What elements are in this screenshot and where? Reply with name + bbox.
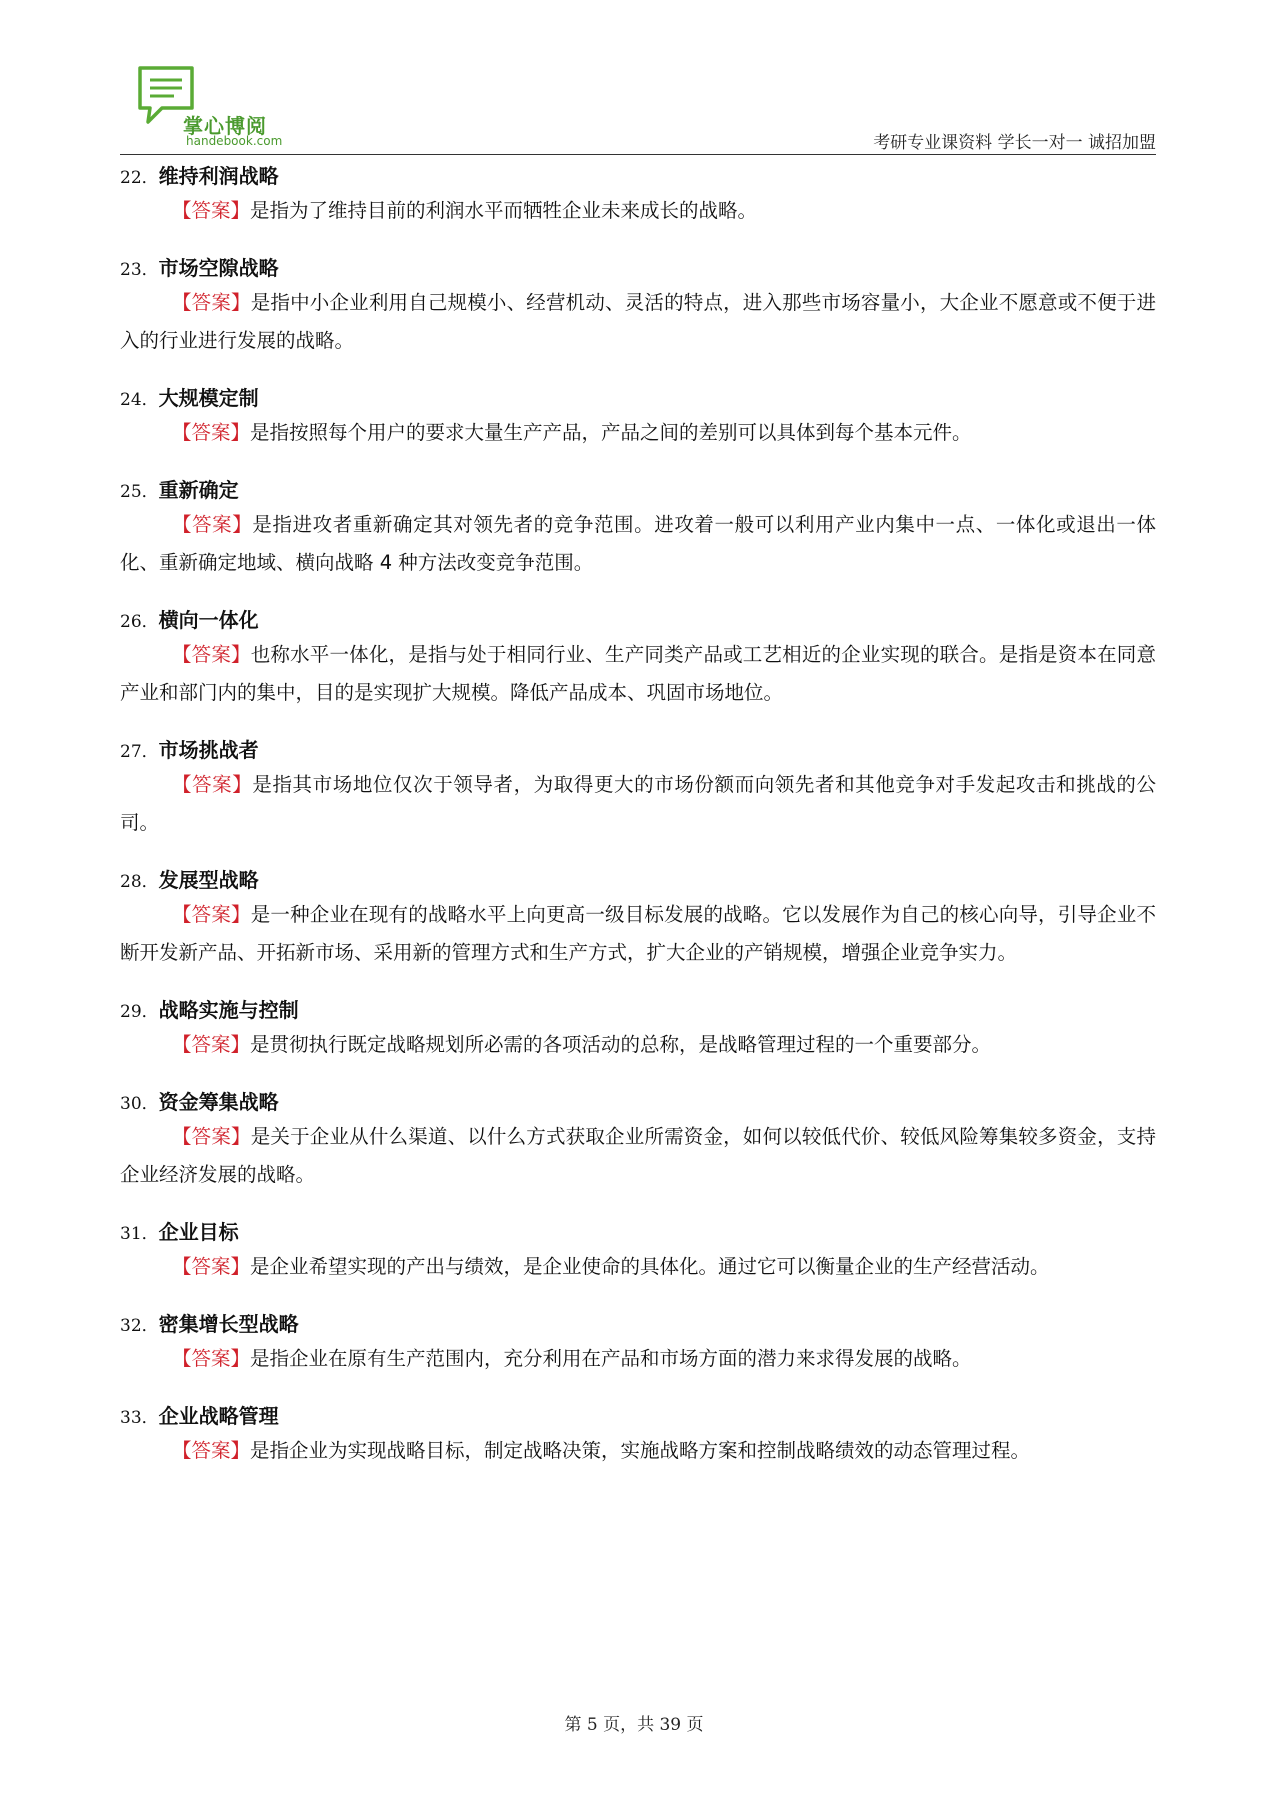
entry-answer: [120, 896, 1156, 972]
entry-term: 发展型战略: [158, 868, 259, 892]
answer-text: 是指其市场地位仅次于领导者，为取得更大的市场份额而向领先者和其他竞争对手发起攻击和挑战的公司。: [120, 773, 1156, 834]
entry-term: 横向一体化: [158, 608, 259, 632]
entry-number: 32．: [120, 1316, 159, 1336]
answer-tag: 【答案】: [172, 421, 251, 444]
answer-text: 是指企业为实现战略目标，制定战略决策，实施战略方案和控制战略绩效的动态管理过程。: [250, 1439, 1031, 1462]
answer-tag: 【答案】: [172, 199, 251, 222]
answer-tag: 【答案】: [172, 1255, 251, 1278]
entry-answer: [120, 284, 1156, 360]
answer-text: 是指企业在原有生产范围内，充分利用在产品和市场方面的潜力来求得发展的战略。: [250, 1347, 972, 1370]
entry-term: 密集增长型战略: [158, 1312, 299, 1336]
answer-tag: 【答案】: [172, 1125, 251, 1148]
glossary-list: [120, 160, 1156, 1492]
entry-heading: [120, 994, 1156, 1026]
entry-answer: [120, 414, 1156, 452]
answer-tag: 【答案】: [172, 1033, 251, 1056]
glossary-entry: [120, 382, 1156, 452]
entry-term: 企业战略管理: [158, 1404, 279, 1428]
entry-heading: [120, 1400, 1156, 1432]
answer-text: 是指为了维持目前的利润水平而牺牲企业未来成长的战略。: [250, 199, 758, 222]
answer-tag: 【答案】: [172, 643, 251, 666]
logo-text-en: handebook.com: [186, 134, 283, 148]
answer-tag: 【答案】: [172, 773, 253, 796]
answer-text: 是贯彻执行既定战略规划所必需的各项活动的总称，是战略管理过程的一个重要部分。: [250, 1033, 992, 1056]
answer-tag: 【答案】: [172, 1439, 251, 1462]
entry-term: 市场挑战者: [158, 738, 259, 762]
entry-number: 31．: [120, 1224, 159, 1244]
entry-heading: [120, 1086, 1156, 1118]
answer-text: 是指按照每个用户的要求大量生产产品，产品之间的差别可以具体到每个基本元件。: [250, 421, 972, 444]
glossary-entry: [120, 994, 1156, 1064]
header-divider: [120, 154, 1156, 155]
entry-term: 企业目标: [158, 1220, 239, 1244]
entry-answer: [120, 506, 1156, 582]
glossary-entry: [120, 1400, 1156, 1470]
answer-tag: 【答案】: [172, 1347, 251, 1370]
entry-heading: [120, 382, 1156, 414]
entry-term: 战略实施与控制: [158, 998, 299, 1022]
entry-answer: [120, 1248, 1156, 1286]
entry-number: 22．: [120, 168, 159, 188]
glossary-entry: [120, 1216, 1156, 1286]
entry-answer: [120, 1026, 1156, 1064]
entry-term: 资金筹集战略: [158, 1090, 279, 1114]
entry-number: 28．: [120, 872, 159, 892]
entry-heading: [120, 252, 1156, 284]
glossary-entry: [120, 160, 1156, 230]
entry-number: 23．: [120, 260, 159, 280]
entry-number: 33．: [120, 1408, 159, 1428]
entry-answer: [120, 1432, 1156, 1470]
entry-number: 25．: [120, 482, 159, 502]
logo-text-cn: 掌心博阅: [183, 114, 267, 138]
glossary-entry: [120, 1308, 1156, 1378]
entry-number: 30．: [120, 1094, 159, 1114]
entry-heading: [120, 160, 1156, 192]
entry-answer: [120, 192, 1156, 230]
glossary-entry: [120, 864, 1156, 972]
answer-tag: 【答案】: [172, 513, 253, 536]
glossary-entry: [120, 474, 1156, 582]
glossary-entry: [120, 604, 1156, 712]
entry-answer: [120, 1340, 1156, 1378]
answer-text: 也称水平一体化，是指与处于相同行业、生产同类产品或工艺相近的企业实现的联合。是指是资本在同意产业和部门内的集中，目的是实现扩大规模。降低产品成本、巩固市场地位。: [120, 643, 1156, 704]
glossary-entry: [120, 734, 1156, 842]
entry-term: 市场空隙战略: [158, 256, 279, 280]
answer-text: 是指进攻者重新确定其对领先者的竞争范围。进攻着一般可以利用产业内集中一点、一体化或退出一体化、重新确定地域、横向战略 4 种方法改变竞争范围。: [120, 513, 1156, 574]
entry-heading: [120, 864, 1156, 896]
page-number-footer: 第 5 页，共 39 页: [564, 1715, 704, 1735]
entry-heading: [120, 604, 1156, 636]
entry-answer: [120, 636, 1156, 712]
entry-term: 大规模定制: [158, 386, 259, 410]
answer-text: 是一种企业在现有的战略水平上向更高一级目标发展的战略。它以发展作为自己的核心向导，引导企业不断开发新产品、开拓新市场、采用新的管理方式和生产方式，扩大企业的产销规模，增强企业竞争实力。: [120, 903, 1156, 964]
entry-number: 29．: [120, 1002, 159, 1022]
site-logo[interactable]: [136, 64, 286, 150]
answer-text: 是关于企业从什么渠道、以什么方式获取企业所需资金，如何以较低代价、较低风险筹集较多资金，支持企业经济发展的战略。: [120, 1125, 1156, 1186]
answer-tag: 【答案】: [172, 291, 251, 314]
answer-tag: 【答案】: [172, 903, 251, 926]
answer-text: 是企业希望实现的产出与绩效，是企业使命的具体化。通过它可以衡量企业的生产经营活动。: [250, 1255, 1050, 1278]
entry-heading: [120, 734, 1156, 766]
glossary-entry: [120, 252, 1156, 360]
entry-number: 27．: [120, 742, 159, 762]
entry-answer: [120, 1118, 1156, 1194]
entry-term: 维持利润战略: [158, 164, 279, 188]
page-header: [120, 58, 1156, 154]
entry-number: 24．: [120, 390, 159, 410]
header-tagline: 考研专业课资料 学长一对一 诚招加盟: [873, 133, 1156, 153]
entry-answer: [120, 766, 1156, 842]
answer-text: 是指中小企业利用自己规模小、经营机动、灵活的特点，进入那些市场容量小，大企业不愿意或不便于进入的行业进行发展的战略。: [120, 291, 1156, 352]
glossary-entry: [120, 1086, 1156, 1194]
entry-heading: [120, 1308, 1156, 1340]
entry-heading: [120, 474, 1156, 506]
entry-number: 26．: [120, 612, 159, 632]
entry-term: 重新确定: [158, 478, 239, 502]
entry-heading: [120, 1216, 1156, 1248]
